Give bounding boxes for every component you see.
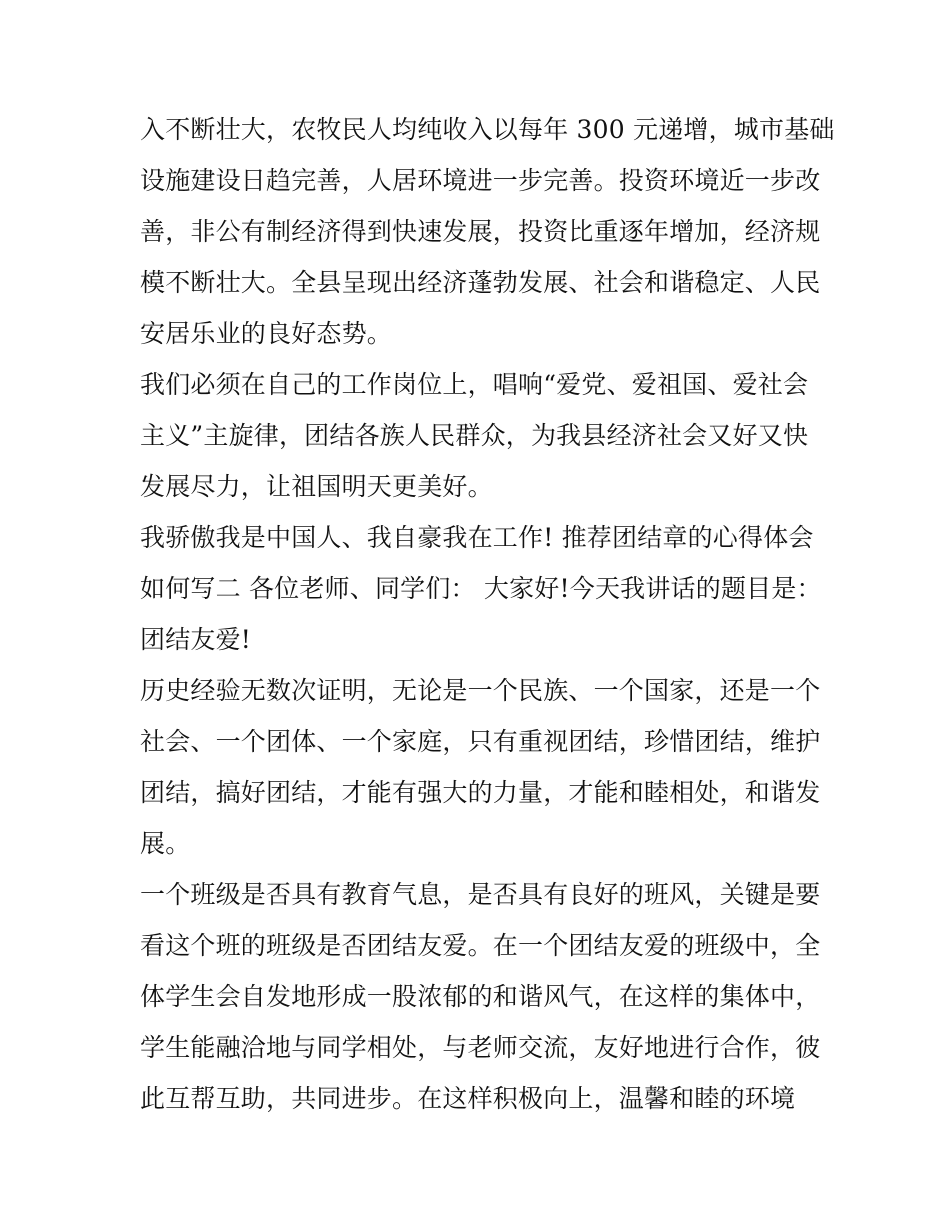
text-line: 发展尽力，让祖国明天更美好。 <box>140 472 493 501</box>
text-line: 历史经验无数次证明，无论是一个民族、一个国家，还是一个 <box>140 676 821 705</box>
text-line: 善，非公有制经济得到快速发展，投资比重逐年增加，经济规 <box>140 217 821 246</box>
text-line: 我们必须在自己的工作岗位上，唱响“爱党、爱祖国、爱社会 <box>140 370 809 399</box>
text-line: 团结友爱! <box>140 625 252 654</box>
text-line: 主义”主旋律，团结各族人民群众，为我县经济社会又好又快 <box>140 421 809 450</box>
text-line: 安居乐业的良好态势。 <box>140 319 393 348</box>
text-line: 社会、一个团体、一个家庭，只有重视团结，珍惜团结，维护 <box>140 727 821 756</box>
text-line: 我骄傲我是中国人、我自豪我在工作! 推荐团结章的心得体会 <box>140 523 814 552</box>
text-line: 模不断壮大。全县呈现出经济蓬勃发展、社会和谐稳定、人民 <box>140 268 821 297</box>
text-line: 看这个班的班级是否团结友爱。在一个团结友爱的班级中，全 <box>140 931 821 960</box>
text-line: 学生能融洽地与同学相处，与老师交流，友好地进行合作，彼 <box>140 1033 821 1062</box>
text-line: 此互帮互助，共同进步。在这样积极向上，温馨和睦的环境 <box>140 1084 796 1113</box>
document-body <box>140 104 835 1124</box>
text-line: 团结，搞好团结，才能有强大的力量，才能和睦相处，和谐发 <box>140 778 821 807</box>
text-line: 如何写二 各位老师、同学们： 大家好!今天我讲话的题目是： <box>140 574 822 603</box>
text-line: 体学生会自发地形成一股浓郁的和谐风气，在这样的集体中， <box>140 982 821 1011</box>
text-line: 入不断壮大，农牧民人均纯收入以每年 300 元递增，城市基础 <box>140 115 835 144</box>
text-line: 设施建设日趋完善，人居环境进一步完善。投资环境近一步改 <box>140 166 821 195</box>
text-line: 一个班级是否具有教育气息，是否具有良好的班风，关键是要 <box>140 880 821 909</box>
text-line: 展。 <box>140 829 191 858</box>
